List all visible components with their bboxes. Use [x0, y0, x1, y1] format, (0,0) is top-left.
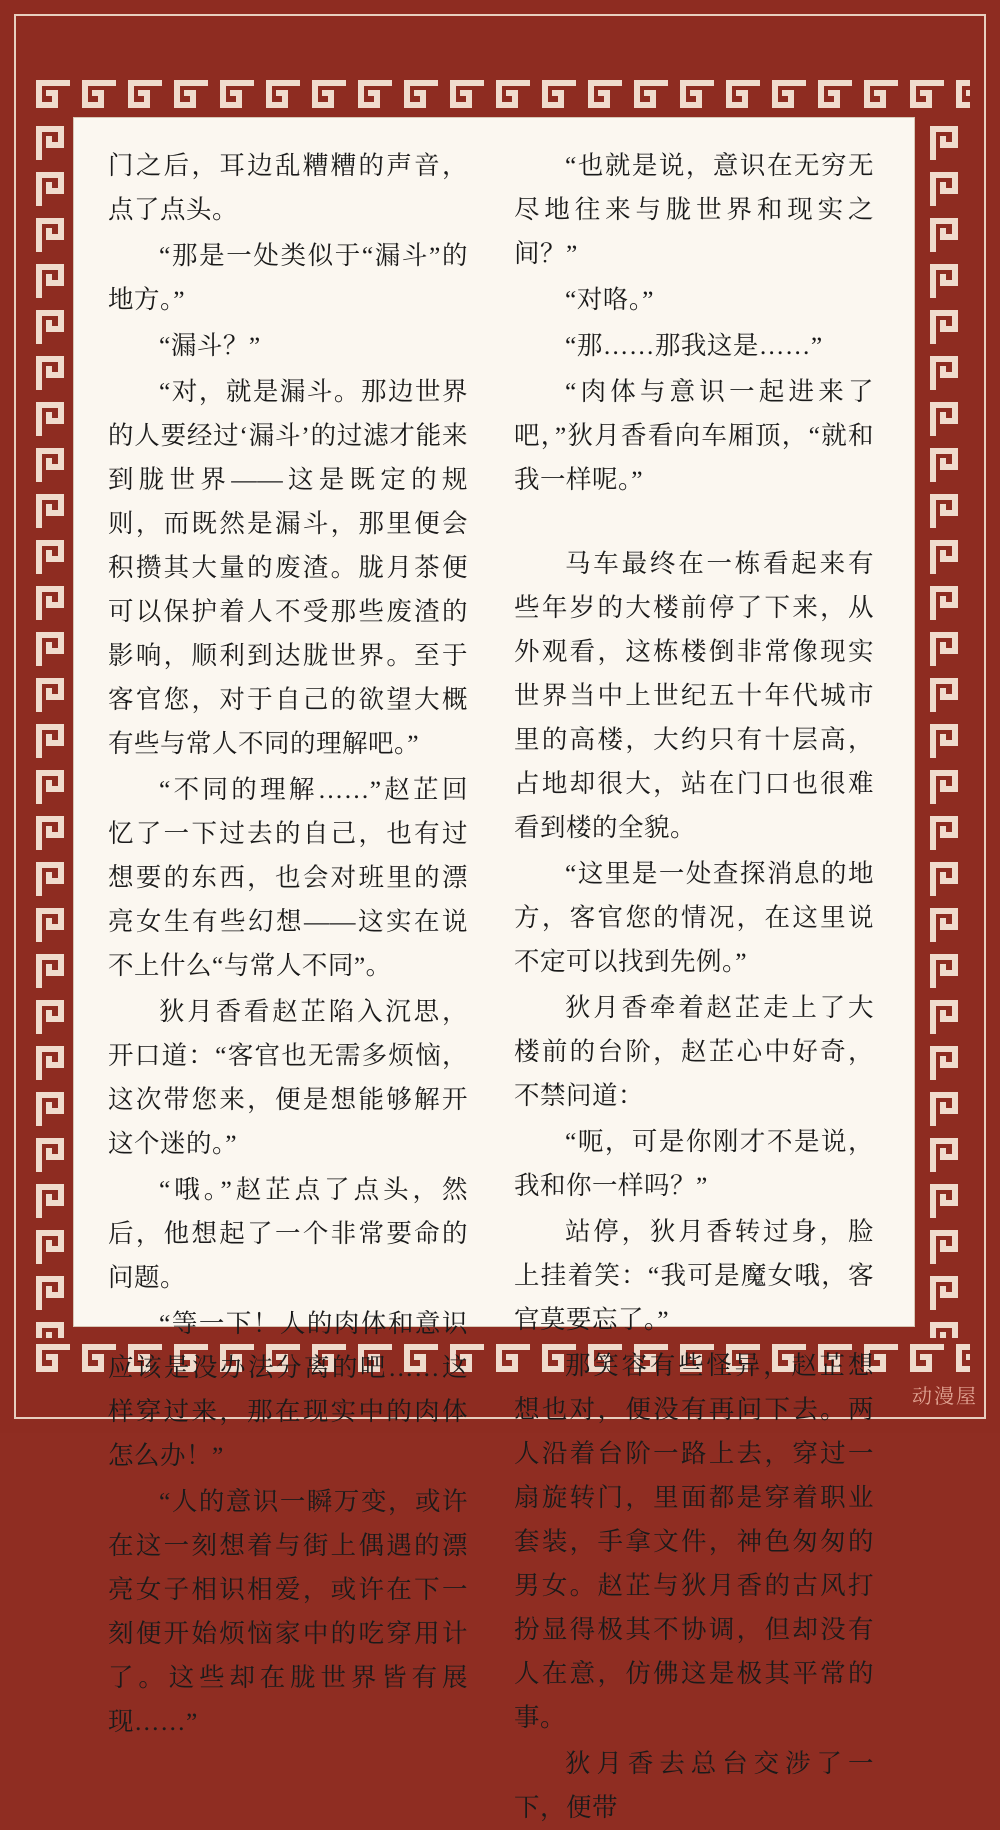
meander-unit [30, 810, 76, 856]
meander-unit [924, 1224, 970, 1270]
paragraph: “不同的理解……”赵芷回忆了一下过去的自己，也有过想要的东西，也会对班里的漂亮女生有些幻想——这实在说不上什么“与常人不同”。 [108, 775, 468, 980]
meander-unit [30, 488, 76, 534]
paragraph: 那笑容有些怪异，赵芷想想也对，便没有再问下去。两人沿着台阶一路上去，穿过一扇旋转门，里面都是穿着职业套装，手拿文件，神色匆匆的男女。赵芷与狄月香的古风打扮显得极其不协调，但却没有人在意，仿佛这是极其平常的事。 [514, 1351, 874, 1732]
meander-unit [858, 74, 904, 120]
meander-unit [924, 1040, 970, 1086]
meander-unit [924, 258, 970, 304]
meander-unit [924, 1270, 970, 1316]
meander-unit [352, 74, 398, 120]
meander-unit [444, 74, 490, 120]
meander-unit [924, 994, 970, 1040]
meander-unit [30, 718, 76, 764]
meander-unit [30, 1178, 76, 1224]
meander-unit [924, 948, 970, 994]
meander-unit [950, 74, 970, 120]
paragraph: 马车最终在一栋看起来有些年岁的大楼前停了下来，从外观看，这栋楼倒非常像现实世界当中上世纪五十年代城市里的高楼，大约只有十层高，占地却很大，站在门口也很难看到楼的全貌。 [514, 549, 874, 842]
paragraph: 狄月香牵着赵芷走上了大楼前的台阶，赵芷心中好奇，不禁问道： [514, 993, 874, 1110]
left-meander-band [30, 120, 76, 1338]
meander-unit [924, 1086, 970, 1132]
meander-unit [904, 1338, 950, 1384]
meander-unit [30, 1224, 76, 1270]
meander-unit [30, 764, 76, 810]
meander-unit [30, 212, 76, 258]
right-text-column [514, 144, 874, 1822]
meander-unit [924, 718, 970, 764]
meander-unit [30, 1338, 76, 1384]
meander-unit [628, 74, 674, 120]
meander-unit [30, 1132, 76, 1178]
meander-unit [30, 672, 76, 718]
meander-unit [30, 994, 76, 1040]
meander-unit [924, 166, 970, 212]
meander-unit [812, 74, 858, 120]
meander-unit [30, 1316, 76, 1338]
meander-unit [950, 1338, 970, 1384]
paragraph: “漏斗？” [159, 331, 261, 360]
two-column-layout [108, 144, 880, 1822]
paragraph: “那……那我这是……” [565, 331, 823, 360]
meander-unit [720, 74, 766, 120]
meander-unit [30, 856, 76, 902]
meander-unit [924, 350, 970, 396]
meander-unit [924, 1178, 970, 1224]
top-meander-band [30, 74, 970, 120]
meander-unit [122, 74, 168, 120]
meander-unit [30, 350, 76, 396]
meander-unit [766, 74, 812, 120]
meander-unit [924, 902, 970, 948]
paragraph: “呃，可是你刚才不是说，我和你一样吗？” [514, 1127, 874, 1200]
meander-unit [904, 74, 950, 120]
paragraph: 门之后，耳边乱糟糟的声音，点了点头。 [108, 151, 468, 224]
meander-unit [30, 626, 76, 672]
meander-unit [30, 258, 76, 304]
meander-unit [924, 764, 970, 810]
meander-unit [30, 580, 76, 626]
paragraph: “哦。”赵芷点了点头，然后，他想起了一个非常要命的问题。 [108, 1175, 468, 1292]
meander-unit [214, 74, 260, 120]
meander-unit [924, 856, 970, 902]
meander-unit [924, 1132, 970, 1178]
paragraph: 狄月香去总台交涉了一下，便带 [514, 1749, 874, 1822]
meander-unit [168, 74, 214, 120]
paragraph: 狄月香看赵芷陷入沉思，开口道：“客官也无需多烦恼，这次带您来，便是想能够解开这个迷的。” [108, 997, 468, 1158]
paragraph: 站停，狄月香转过身，脸上挂着笑：“我可是魔女哦，客官莫要忘了。” [514, 1217, 874, 1334]
meander-unit [30, 902, 76, 948]
meander-unit [30, 1270, 76, 1316]
meander-unit [924, 488, 970, 534]
left-text-column [108, 144, 468, 1736]
meander-unit [76, 74, 122, 120]
meander-unit [924, 534, 970, 580]
meander-unit [924, 810, 970, 856]
meander-unit [924, 442, 970, 488]
paragraph: “等一下！人的肉体和意识应该是没办法分离的吧……这样穿过来，那在现实中的肉体怎么办！” [108, 1309, 468, 1470]
meander-unit [30, 396, 76, 442]
meander-unit [260, 74, 306, 120]
meander-unit [674, 74, 720, 120]
meander-unit [30, 1086, 76, 1132]
paragraph: “对咯。” [565, 285, 654, 314]
meander-unit [924, 672, 970, 718]
meander-unit [582, 74, 628, 120]
meander-unit [924, 396, 970, 442]
paragraph: “肉体与意识一起进来了吧，”狄月香看向车厢顶，“就和我一样呢。” [514, 377, 874, 494]
site-watermark: 动漫屋 [912, 1386, 978, 1408]
paragraph: “也就是说，意识在无穷无尽地往来与胧世界和现实之间？” [514, 151, 874, 268]
paragraph: “对，就是漏斗。那边世界的人要经过‘漏斗’的过滤才能来到胧世界——这是既定的规则，而既然是漏斗，那里便会积攒其大量的废渣。胧月茶便可以保护着人不受那些废渣的影响，顺利到达胧世界。至于客官您，对于自己的欲望大概有些与常人不同的理解吧。” [108, 377, 468, 758]
paragraph: “那是一处类似于“漏斗”的地方。” [108, 241, 468, 314]
meander-unit [398, 74, 444, 120]
meander-unit [924, 304, 970, 350]
paragraph: “人的意识一瞬万变，或许在这一刻想着与街上偶遇的漂亮女子相识相爱，或许在下一刻便开始烦恼家中的吃穿用计了。这些却在胧世界皆有展现……” [108, 1487, 468, 1736]
meander-unit [924, 1316, 970, 1338]
meander-unit [30, 74, 76, 120]
meander-unit [30, 948, 76, 994]
meander-unit [30, 166, 76, 212]
meander-unit [30, 304, 76, 350]
paragraph: “这里是一处查探消息的地方，客官您的情况，在这里说不定可以找到先例。” [514, 859, 874, 976]
meander-unit [924, 626, 970, 672]
meander-unit [30, 120, 76, 166]
right-meander-band [924, 120, 970, 1338]
meander-unit [30, 534, 76, 580]
meander-unit [924, 120, 970, 166]
text-page [74, 118, 914, 1822]
meander-unit [924, 212, 970, 258]
meander-unit [306, 74, 352, 120]
meander-unit [924, 580, 970, 626]
meander-unit [30, 1040, 76, 1086]
meander-unit [490, 74, 536, 120]
meander-unit [30, 442, 76, 488]
meander-unit [536, 74, 582, 120]
